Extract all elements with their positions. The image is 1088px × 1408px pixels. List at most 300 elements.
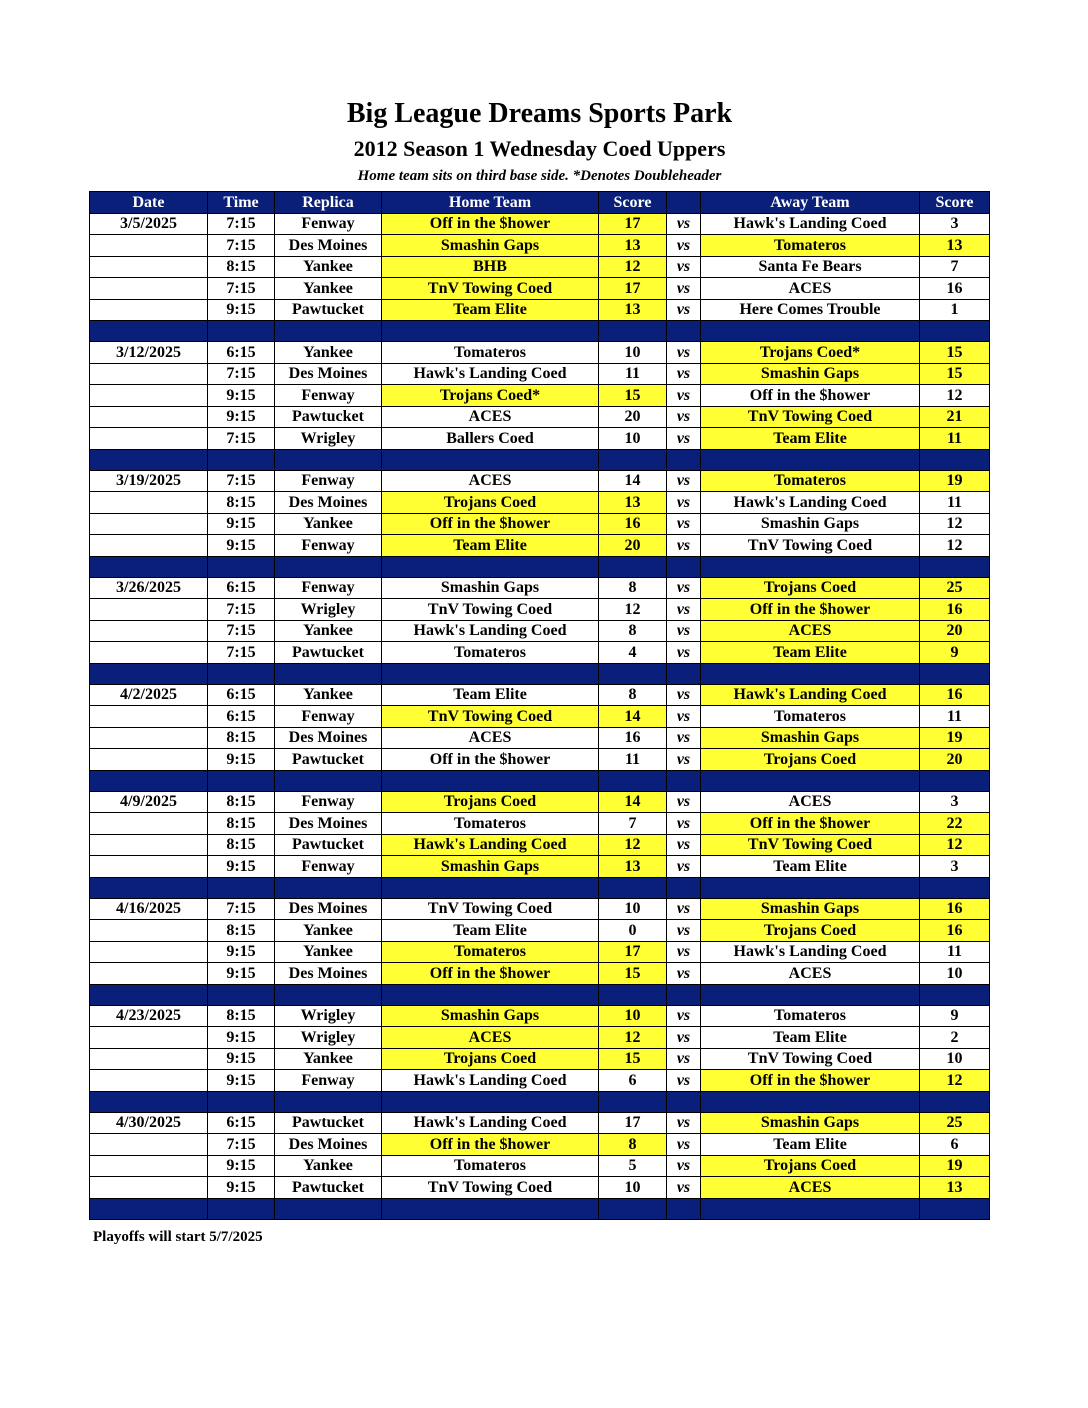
column-header: Score bbox=[599, 192, 667, 214]
home-team-cell: Hawk's Landing Coed bbox=[382, 1070, 599, 1092]
table-row bbox=[90, 428, 990, 450]
home-team-cell: Smashin Gaps bbox=[382, 577, 599, 599]
date-cell: 4/2/2025 bbox=[90, 684, 208, 706]
date-cell bbox=[90, 856, 208, 878]
home-team-cell: Hawk's Landing Coed bbox=[382, 363, 599, 385]
date-cell bbox=[90, 535, 208, 557]
table-row bbox=[90, 1134, 990, 1156]
away-score-cell: 16 bbox=[920, 684, 990, 706]
time-cell: 9:15 bbox=[208, 963, 275, 985]
separator-cell bbox=[920, 770, 990, 791]
table-row bbox=[90, 749, 990, 771]
date-cell bbox=[90, 834, 208, 856]
replica-cell: Fenway bbox=[275, 577, 382, 599]
home-score-cell: 12 bbox=[599, 256, 667, 278]
home-score-cell: 11 bbox=[599, 363, 667, 385]
separator-cell bbox=[667, 770, 701, 791]
table-row bbox=[90, 470, 990, 492]
schedule-body bbox=[90, 213, 990, 1219]
away-team-cell: ACES bbox=[701, 791, 920, 813]
home-team-cell: Team Elite bbox=[382, 920, 599, 942]
date-cell bbox=[90, 428, 208, 450]
replica-cell: Wrigley bbox=[275, 428, 382, 450]
replica-cell: Pawtucket bbox=[275, 406, 382, 428]
separator-cell bbox=[382, 321, 599, 342]
separator-cell bbox=[701, 877, 920, 898]
table-row bbox=[90, 963, 990, 985]
away-score-cell: 16 bbox=[920, 599, 990, 621]
table-row bbox=[90, 727, 990, 749]
date-cell bbox=[90, 727, 208, 749]
time-cell: 6:15 bbox=[208, 342, 275, 364]
away-team-cell: Hawk's Landing Coed bbox=[701, 492, 920, 514]
vs-cell: vs bbox=[667, 256, 701, 278]
separator-cell bbox=[208, 321, 275, 342]
table-row bbox=[90, 599, 990, 621]
home-team-cell: Trojans Coed bbox=[382, 492, 599, 514]
table-row bbox=[90, 213, 990, 235]
away-team-cell: Trojans Coed bbox=[701, 749, 920, 771]
replica-cell: Yankee bbox=[275, 278, 382, 300]
table-row bbox=[90, 684, 990, 706]
replica-cell: Yankee bbox=[275, 941, 382, 963]
table-row bbox=[90, 406, 990, 428]
time-cell: 8:15 bbox=[208, 920, 275, 942]
away-score-cell: 3 bbox=[920, 791, 990, 813]
home-team-cell: Trojans Coed bbox=[382, 1048, 599, 1070]
week-separator-row bbox=[90, 877, 990, 898]
replica-cell: Fenway bbox=[275, 1070, 382, 1092]
time-cell: 9:15 bbox=[208, 1177, 275, 1199]
vs-cell: vs bbox=[667, 1005, 701, 1027]
time-cell: 9:15 bbox=[208, 385, 275, 407]
separator-cell bbox=[275, 556, 382, 577]
separator-cell bbox=[701, 321, 920, 342]
vs-cell: vs bbox=[667, 920, 701, 942]
vs-cell: vs bbox=[667, 213, 701, 235]
home-team-cell: Tomateros bbox=[382, 941, 599, 963]
date-cell bbox=[90, 941, 208, 963]
vs-cell: vs bbox=[667, 1134, 701, 1156]
home-team-cell: Off in the $hower bbox=[382, 213, 599, 235]
separator-cell bbox=[920, 556, 990, 577]
home-score-cell: 12 bbox=[599, 1027, 667, 1049]
vs-cell: vs bbox=[667, 856, 701, 878]
home-team-cell: Off in the $hower bbox=[382, 1134, 599, 1156]
home-score-cell: 8 bbox=[599, 1134, 667, 1156]
away-team-cell: Off in the $hower bbox=[701, 599, 920, 621]
separator-cell bbox=[275, 449, 382, 470]
home-score-cell: 10 bbox=[599, 898, 667, 920]
time-cell: 9:15 bbox=[208, 749, 275, 771]
away-score-cell: 25 bbox=[920, 1112, 990, 1134]
separator-cell bbox=[275, 984, 382, 1005]
home-score-cell: 15 bbox=[599, 1048, 667, 1070]
away-team-cell: Off in the $hower bbox=[701, 1070, 920, 1092]
home-score-cell: 17 bbox=[599, 278, 667, 300]
column-header: Away Team bbox=[701, 192, 920, 214]
home-score-cell: 10 bbox=[599, 342, 667, 364]
replica-cell: Yankee bbox=[275, 256, 382, 278]
away-score-cell: 12 bbox=[920, 513, 990, 535]
separator-cell bbox=[208, 1198, 275, 1219]
away-team-cell: Santa Fe Bears bbox=[701, 256, 920, 278]
away-team-cell: Smashin Gaps bbox=[701, 363, 920, 385]
week-separator-row bbox=[90, 984, 990, 1005]
home-score-cell: 8 bbox=[599, 684, 667, 706]
home-team-cell: Tomateros bbox=[382, 1155, 599, 1177]
separator-cell bbox=[667, 321, 701, 342]
home-team-cell: Ballers Coed bbox=[382, 428, 599, 450]
home-score-cell: 12 bbox=[599, 834, 667, 856]
away-score-cell: 22 bbox=[920, 813, 990, 835]
time-cell: 7:15 bbox=[208, 470, 275, 492]
time-cell: 9:15 bbox=[208, 406, 275, 428]
time-cell: 9:15 bbox=[208, 856, 275, 878]
separator-cell bbox=[701, 556, 920, 577]
home-team-cell: Off in the $hower bbox=[382, 749, 599, 771]
replica-cell: Yankee bbox=[275, 342, 382, 364]
away-score-cell: 11 bbox=[920, 492, 990, 514]
away-score-cell: 1 bbox=[920, 299, 990, 321]
replica-cell: Yankee bbox=[275, 1155, 382, 1177]
separator-cell bbox=[667, 449, 701, 470]
doubleheader-note: Home team sits on third base side. *Denotes Doubleheader bbox=[357, 168, 722, 184]
home-score-cell: 16 bbox=[599, 513, 667, 535]
replica-cell: Yankee bbox=[275, 620, 382, 642]
home-team-cell: TnV Towing Coed bbox=[382, 599, 599, 621]
separator-cell bbox=[667, 663, 701, 684]
time-cell: 8:15 bbox=[208, 727, 275, 749]
home-score-cell: 20 bbox=[599, 535, 667, 557]
vs-cell: vs bbox=[667, 706, 701, 728]
away-team-cell: Smashin Gaps bbox=[701, 898, 920, 920]
away-team-cell: Tomateros bbox=[701, 706, 920, 728]
home-score-cell: 15 bbox=[599, 963, 667, 985]
time-cell: 8:15 bbox=[208, 813, 275, 835]
home-score-cell: 0 bbox=[599, 920, 667, 942]
away-score-cell: 13 bbox=[920, 1177, 990, 1199]
away-score-cell: 7 bbox=[920, 256, 990, 278]
separator-cell bbox=[920, 1198, 990, 1219]
table-row bbox=[90, 256, 990, 278]
away-team-cell: ACES bbox=[701, 963, 920, 985]
date-cell bbox=[90, 1155, 208, 1177]
away-score-cell: 9 bbox=[920, 1005, 990, 1027]
replica-cell: Des Moines bbox=[275, 813, 382, 835]
home-score-cell: 14 bbox=[599, 791, 667, 813]
vs-cell: vs bbox=[667, 470, 701, 492]
home-score-cell: 17 bbox=[599, 941, 667, 963]
vs-cell: vs bbox=[667, 385, 701, 407]
time-cell: 9:15 bbox=[208, 513, 275, 535]
away-score-cell: 16 bbox=[920, 898, 990, 920]
table-row bbox=[90, 856, 990, 878]
vs-cell: vs bbox=[667, 363, 701, 385]
week-separator-row bbox=[90, 663, 990, 684]
vs-cell: vs bbox=[667, 1177, 701, 1199]
time-cell: 7:15 bbox=[208, 363, 275, 385]
week-separator-row bbox=[90, 770, 990, 791]
date-cell bbox=[90, 235, 208, 257]
home-score-cell: 4 bbox=[599, 642, 667, 664]
home-team-cell: ACES bbox=[382, 470, 599, 492]
time-cell: 9:15 bbox=[208, 535, 275, 557]
vs-cell: vs bbox=[667, 791, 701, 813]
column-header: Score bbox=[920, 192, 990, 214]
separator-cell bbox=[382, 1091, 599, 1112]
separator-cell bbox=[599, 663, 667, 684]
time-cell: 9:15 bbox=[208, 941, 275, 963]
home-score-cell: 15 bbox=[599, 385, 667, 407]
away-team-cell: Team Elite bbox=[701, 642, 920, 664]
date-cell bbox=[90, 1177, 208, 1199]
time-cell: 6:15 bbox=[208, 706, 275, 728]
away-score-cell: 3 bbox=[920, 856, 990, 878]
time-cell: 7:15 bbox=[208, 235, 275, 257]
date-cell bbox=[90, 385, 208, 407]
vs-cell: vs bbox=[667, 235, 701, 257]
away-score-cell: 9 bbox=[920, 642, 990, 664]
home-score-cell: 13 bbox=[599, 856, 667, 878]
vs-cell: vs bbox=[667, 428, 701, 450]
vs-cell: vs bbox=[667, 1027, 701, 1049]
separator-cell bbox=[275, 321, 382, 342]
home-team-cell: ACES bbox=[382, 727, 599, 749]
home-score-cell: 10 bbox=[599, 1177, 667, 1199]
away-score-cell: 6 bbox=[920, 1134, 990, 1156]
time-cell: 9:15 bbox=[208, 1048, 275, 1070]
vs-cell: vs bbox=[667, 299, 701, 321]
home-team-cell: Smashin Gaps bbox=[382, 856, 599, 878]
home-score-cell: 10 bbox=[599, 1005, 667, 1027]
column-header: Date bbox=[90, 192, 208, 214]
table-header-row bbox=[90, 192, 990, 214]
date-cell bbox=[90, 1027, 208, 1049]
away-score-cell: 3 bbox=[920, 213, 990, 235]
table-row bbox=[90, 941, 990, 963]
separator-cell bbox=[382, 1198, 599, 1219]
table-row bbox=[90, 791, 990, 813]
time-cell: 8:15 bbox=[208, 1005, 275, 1027]
vs-cell: vs bbox=[667, 599, 701, 621]
week-separator-row bbox=[90, 449, 990, 470]
separator-cell bbox=[599, 321, 667, 342]
replica-cell: Des Moines bbox=[275, 1134, 382, 1156]
replica-cell: Des Moines bbox=[275, 727, 382, 749]
replica-cell: Wrigley bbox=[275, 1005, 382, 1027]
separator-cell bbox=[599, 984, 667, 1005]
away-team-cell: TnV Towing Coed bbox=[701, 1048, 920, 1070]
vs-cell: vs bbox=[667, 1048, 701, 1070]
home-score-cell: 7 bbox=[599, 813, 667, 835]
table-row bbox=[90, 813, 990, 835]
time-cell: 7:15 bbox=[208, 278, 275, 300]
replica-cell: Pawtucket bbox=[275, 299, 382, 321]
away-score-cell: 10 bbox=[920, 963, 990, 985]
separator-cell bbox=[90, 663, 208, 684]
time-cell: 9:15 bbox=[208, 1027, 275, 1049]
date-cell bbox=[90, 1070, 208, 1092]
date-cell bbox=[90, 642, 208, 664]
replica-cell: Des Moines bbox=[275, 963, 382, 985]
season-subtitle: 2012 Season 1 Wednesday Coed Uppers bbox=[353, 136, 726, 161]
home-team-cell: Trojans Coed* bbox=[382, 385, 599, 407]
time-cell: 6:15 bbox=[208, 684, 275, 706]
away-team-cell: Off in the $hower bbox=[701, 813, 920, 835]
vs-cell: vs bbox=[667, 1155, 701, 1177]
vs-cell: vs bbox=[667, 684, 701, 706]
separator-cell bbox=[208, 556, 275, 577]
vs-cell: vs bbox=[667, 727, 701, 749]
away-team-cell: Team Elite bbox=[701, 428, 920, 450]
away-score-cell: 16 bbox=[920, 278, 990, 300]
date-cell bbox=[90, 406, 208, 428]
vs-cell: vs bbox=[667, 492, 701, 514]
date-cell bbox=[90, 256, 208, 278]
away-team-cell: Hawk's Landing Coed bbox=[701, 941, 920, 963]
away-team-cell: Team Elite bbox=[701, 1134, 920, 1156]
replica-cell: Fenway bbox=[275, 385, 382, 407]
playoffs-note: Playoffs will start 5/7/2025 bbox=[93, 1229, 263, 1245]
replica-cell: Wrigley bbox=[275, 1027, 382, 1049]
home-score-cell: 13 bbox=[599, 492, 667, 514]
replica-cell: Pawtucket bbox=[275, 642, 382, 664]
week-separator-row bbox=[90, 556, 990, 577]
replica-cell: Yankee bbox=[275, 1048, 382, 1070]
table-row bbox=[90, 342, 990, 364]
away-team-cell: Smashin Gaps bbox=[701, 727, 920, 749]
replica-cell: Des Moines bbox=[275, 492, 382, 514]
separator-cell bbox=[208, 449, 275, 470]
date-cell bbox=[90, 813, 208, 835]
table-row bbox=[90, 920, 990, 942]
table-row bbox=[90, 235, 990, 257]
date-cell: 4/23/2025 bbox=[90, 1005, 208, 1027]
vs-cell: vs bbox=[667, 898, 701, 920]
week-separator-row bbox=[90, 1091, 990, 1112]
replica-cell: Fenway bbox=[275, 213, 382, 235]
away-score-cell: 21 bbox=[920, 406, 990, 428]
home-team-cell: Team Elite bbox=[382, 535, 599, 557]
home-team-cell: Team Elite bbox=[382, 684, 599, 706]
date-cell: 3/12/2025 bbox=[90, 342, 208, 364]
away-team-cell: Trojans Coed bbox=[701, 920, 920, 942]
table-row bbox=[90, 492, 990, 514]
home-score-cell: 12 bbox=[599, 599, 667, 621]
away-score-cell: 11 bbox=[920, 428, 990, 450]
away-score-cell: 15 bbox=[920, 363, 990, 385]
vs-cell: vs bbox=[667, 749, 701, 771]
away-score-cell: 19 bbox=[920, 1155, 990, 1177]
away-team-cell: Hawk's Landing Coed bbox=[701, 684, 920, 706]
home-team-cell: BHB bbox=[382, 256, 599, 278]
home-score-cell: 8 bbox=[599, 620, 667, 642]
replica-cell: Yankee bbox=[275, 684, 382, 706]
separator-cell bbox=[382, 984, 599, 1005]
date-cell bbox=[90, 920, 208, 942]
away-team-cell: ACES bbox=[701, 1177, 920, 1199]
home-team-cell: Team Elite bbox=[382, 299, 599, 321]
replica-cell: Yankee bbox=[275, 513, 382, 535]
time-cell: 7:15 bbox=[208, 898, 275, 920]
date-cell bbox=[90, 1048, 208, 1070]
time-cell: 7:15 bbox=[208, 642, 275, 664]
away-score-cell: 19 bbox=[920, 470, 990, 492]
table-row bbox=[90, 535, 990, 557]
table-row bbox=[90, 1070, 990, 1092]
home-team-cell: TnV Towing Coed bbox=[382, 706, 599, 728]
table-row bbox=[90, 1177, 990, 1199]
table-row bbox=[90, 363, 990, 385]
date-cell: 3/26/2025 bbox=[90, 577, 208, 599]
separator-cell bbox=[599, 1091, 667, 1112]
separator-cell bbox=[667, 1091, 701, 1112]
away-team-cell: Here Comes Trouble bbox=[701, 299, 920, 321]
separator-cell bbox=[667, 556, 701, 577]
schedule-table bbox=[89, 191, 990, 1220]
away-team-cell: Trojans Coed bbox=[701, 577, 920, 599]
table-row bbox=[90, 834, 990, 856]
column-header: Replica bbox=[275, 192, 382, 214]
replica-cell: Fenway bbox=[275, 535, 382, 557]
vs-cell: vs bbox=[667, 941, 701, 963]
away-score-cell: 12 bbox=[920, 535, 990, 557]
date-cell bbox=[90, 278, 208, 300]
time-cell: 7:15 bbox=[208, 620, 275, 642]
time-cell: 8:15 bbox=[208, 256, 275, 278]
separator-cell bbox=[599, 1198, 667, 1219]
away-team-cell: ACES bbox=[701, 620, 920, 642]
date-cell bbox=[90, 706, 208, 728]
home-score-cell: 10 bbox=[599, 428, 667, 450]
vs-cell: vs bbox=[667, 963, 701, 985]
date-cell bbox=[90, 749, 208, 771]
home-team-cell: TnV Towing Coed bbox=[382, 898, 599, 920]
separator-cell bbox=[90, 556, 208, 577]
separator-cell bbox=[920, 877, 990, 898]
time-cell: 8:15 bbox=[208, 791, 275, 813]
separator-cell bbox=[382, 770, 599, 791]
separator-cell bbox=[701, 1091, 920, 1112]
date-cell: 4/30/2025 bbox=[90, 1112, 208, 1134]
time-cell: 9:15 bbox=[208, 1070, 275, 1092]
vs-cell: vs bbox=[667, 342, 701, 364]
date-cell bbox=[90, 363, 208, 385]
home-score-cell: 13 bbox=[599, 235, 667, 257]
away-score-cell: 12 bbox=[920, 1070, 990, 1092]
home-team-cell: Hawk's Landing Coed bbox=[382, 620, 599, 642]
table-row bbox=[90, 278, 990, 300]
away-team-cell: Team Elite bbox=[701, 856, 920, 878]
separator-cell bbox=[599, 556, 667, 577]
separator-cell bbox=[382, 556, 599, 577]
separator-cell bbox=[90, 449, 208, 470]
away-score-cell: 12 bbox=[920, 834, 990, 856]
home-team-cell: Hawk's Landing Coed bbox=[382, 1112, 599, 1134]
separator-cell bbox=[667, 1198, 701, 1219]
away-team-cell: Tomateros bbox=[701, 1005, 920, 1027]
away-team-cell: Trojans Coed bbox=[701, 1155, 920, 1177]
vs-cell: vs bbox=[667, 834, 701, 856]
time-cell: 7:15 bbox=[208, 213, 275, 235]
away-team-cell: Tomateros bbox=[701, 470, 920, 492]
away-score-cell: 20 bbox=[920, 749, 990, 771]
vs-cell: vs bbox=[667, 642, 701, 664]
column-header: Time bbox=[208, 192, 275, 214]
table-row bbox=[90, 898, 990, 920]
replica-cell: Wrigley bbox=[275, 599, 382, 621]
